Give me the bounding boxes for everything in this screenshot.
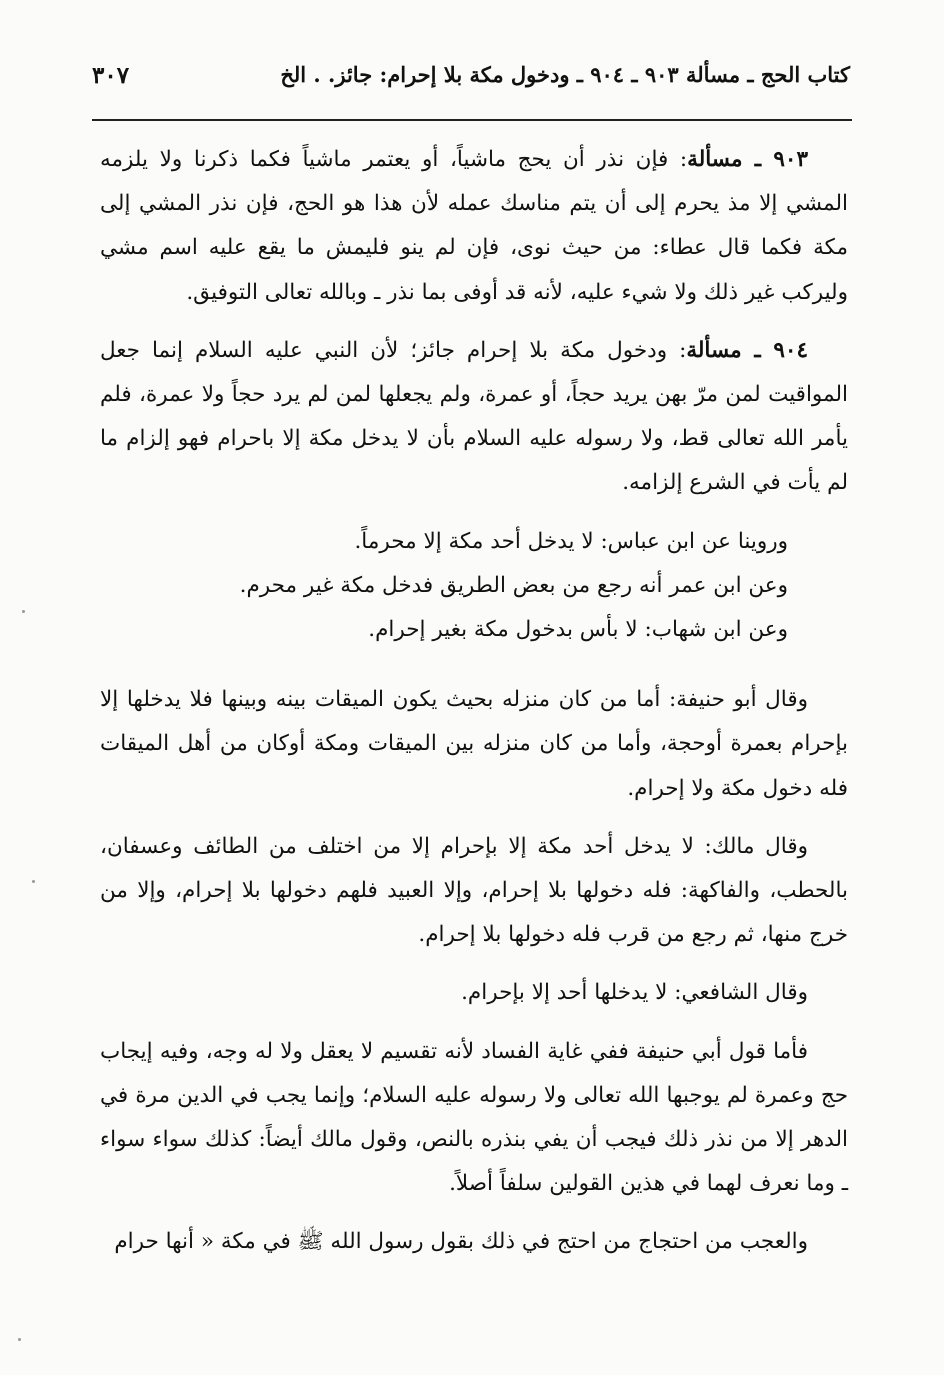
- closing-paragraph: والعجب من احتجاج من احتج في ذلك بقول رسول الله ﷺ في مكة « أنها حرام: [114, 1229, 808, 1255]
- issue-904-label: ٩٠٤ ـ مسألة: [686, 337, 808, 363]
- issue-903-paragraph: [100, 138, 848, 315]
- scan-speck: [32, 880, 35, 883]
- issue-903-label: ٩٠٣ ـ مسألة: [687, 147, 808, 172]
- page-number: ٣٠٧: [92, 62, 130, 89]
- header-title: كتاب الحج ـ مسألة ٩٠٣ ـ ٩٠٤ ـ ودخول مكة بلا إحرام: جائز. . الخ: [280, 62, 850, 87]
- refutation-paragraph: فأما قول أبي حنيفة ففي غاية الفساد لأنه تقسيم لا يعقل ولا له وجه، وفيه إيجاب حج وعمرة لم يوجبها الله تعالى ولا رسوله عليه السلام؛ وإنما يجب في الدين مرة في الدهر إلا من نذر ذلك فيجب أن يفي بنذره بالنص، وقول مالك أيضاً: كذلك سواء سواء ـ وما نعرف لهما في هذين القولين سلفاً أصلاً.: [100, 1038, 848, 1197]
- issue-904-paragraph: [100, 329, 848, 506]
- opinion-shafii: وقال الشافعي: لا يدخلها أحد إلا بإحرام.: [461, 980, 808, 1006]
- quote-ibn-abbas: وروينا عن ابن عباس: لا يدخل أحد مكة إلا محرماً.: [354, 528, 788, 554]
- issue-904-text: : ودخول مكة بلا إحرام جائز؛ لأن النبي عليه السلام إنما جعل المواقيت لمن مرّ بهن يريد حجاً، أو عمرة، ولم يجعلها لمن لم يرد حجاً ولا عمرة، فلم يأمر الله تعالى قط، ولا رسوله عليه السلام بأن لا يدخل مكة إلا باحرام فهو إلزام ما لم يأت في الشرع إلزامه.: [100, 337, 848, 496]
- opinion-malik: وقال مالك: لا يدخل أحد مكة إلا بإحرام إلا من اختلف من الطائف وعسفان، بالحطب، والفاكهة: فله دخولها بلا إحرام، وإلا العبيد فلهم دخولها بلا إحرام، وإلا من خرج منها، ثم رجع من قرب فله دخولها بلا إحرام.: [100, 833, 848, 948]
- header-rule: [92, 119, 852, 121]
- page-body: [100, 138, 848, 1279]
- quote-ibn-shihab: وعن ابن شهاب: لا بأس بدخول مكة بغير إحرام.: [368, 617, 788, 643]
- scan-speck: [22, 610, 25, 613]
- scan-speck: [18, 1338, 21, 1341]
- opinion-abu-hanifa: وقال أبو حنيفة: أما من كان منزله بحيث يكون الميقات بينه وبينها فلا يدخلها إلا بإحرام بعمرة أوحجة، وأما من كان منزله بين الميقات ومكة أوكان من أهل الميقات فله دخول مكة ولا إحرام.: [100, 687, 848, 801]
- issue-903-text: : فإن نذر أن يحج ماشياً، أو يعتمر ماشياً فكما ذكرنا ولا يلزمه المشي إلا مذ يحرم إلى أن يتم مناسك عمله لأن هذا هو الحج، فإن نذر المشي إلى مكة فكما قال عطاء: من حيث نوى، فإن لم ينو فليمش ما يقع عليه اسم مشي وليركب غير ذلك ولا شيء عليه، لأنه قد أوفى بما نذر ـ وبالله تعالى التوفيق.: [100, 147, 848, 305]
- running-header: [92, 62, 850, 102]
- quote-ibn-umar: وعن ابن عمر أنه رجع من بعض الطريق فدخل مكة غير محرم.: [239, 572, 788, 598]
